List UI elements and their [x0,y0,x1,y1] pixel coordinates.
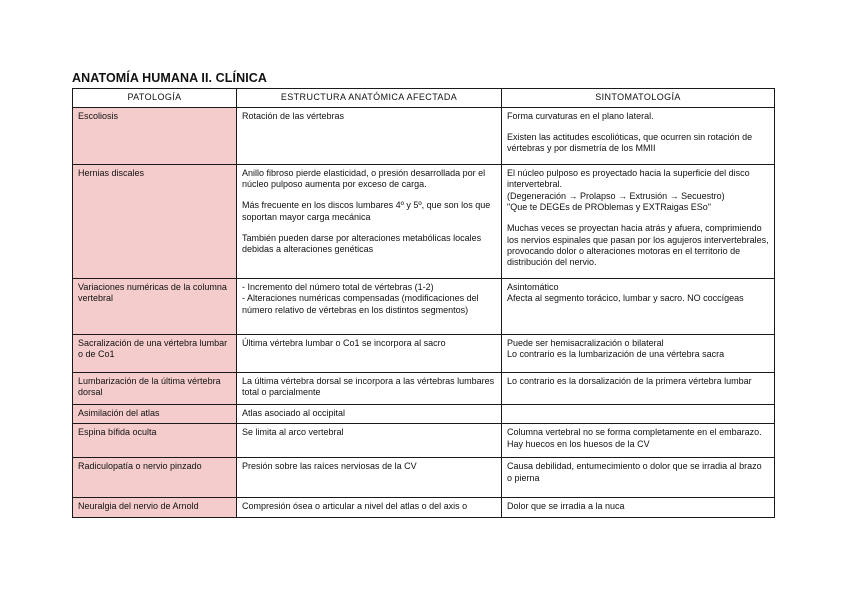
header-estructura: ESTRUCTURA ANATÓMICA AFECTADA [237,89,502,108]
estructura-paragraph: Anillo fibroso pierde elasticidad, o presión desarrollada por el núcleo pulposo aumenta por exceso de carga. [242,168,486,190]
table-row [73,335,775,373]
cell-estructura [237,165,502,279]
estructura-paragraph: Más frecuente en los discos lumbares 4º y 5º, que son los que soportan mayor carga mecánica [242,200,491,222]
cell-patologia: Hernias discales [73,165,237,279]
cell-estructura [237,279,502,335]
cell-sintomatologia [502,335,775,373]
cell-patologia: Espina bífida oculta [73,424,237,458]
cell-estructura [237,373,502,405]
sintomatologia-paragraph: El núcleo pulposo es proyectado hacia la superficie del disco intervertebral. (Degeneración → Prolapso → Extrusión → Secuestro) "Que te DEGEs de PROblemas y EXTRaigas ESo" [507,168,750,213]
cell-sintomatologia [502,108,775,165]
estructura-paragraph: Última vértebra lumbar o Co1 se incorpora al sacro [242,338,446,348]
cell-sintomatologia [502,458,775,498]
table-row [73,458,775,498]
cell-sintomatologia [502,424,775,458]
sintomatologia-paragraph: Causa debilidad, entumecimiento o dolor que se irradia al brazo o pierna [507,461,762,483]
sintomatologia-paragraph: Asintomático Afecta al segmento torácico, lumbar y sacro. NO coccígeas [507,282,744,304]
estructura-paragraph: Compresión ósea o articular a nivel del atlas o del axis o [242,501,468,512]
cell-patologia: Sacralización de una vértebra lumbar o de Co1 [73,335,237,373]
cell-sintomatologia [502,405,775,424]
estructura-paragraph: Se limita al arco vertebral [242,427,344,438]
sintomatologia-paragraph: Muchas veces se proyectan hacia atrás y afuera, comprimiendo los nervios espinales que pasan por los agujeros intervertebrales, provocando dolor o alteraciones motoras en el territorio de distribución del nervio. [507,223,769,268]
table-row [73,498,775,518]
cell-estructura [237,424,502,458]
estructura-paragraph: Atlas asociado al occipital [242,408,346,418]
table-row [73,165,775,279]
table-row [73,373,775,405]
table-header-row [73,89,775,108]
sintomatologia-paragraph: Puede ser hemisacralización o bilateral Lo contrario es la lumbarización de una vértebra sacra [507,338,725,360]
sintomatologia-paragraph: Columna vertebral no se forma completamente en el embarazo. Hay huecos en los huesos de la CV [507,427,762,449]
estructura-paragraph: También pueden darse por alteraciones metabólicas locales debidas a alteraciones genéticas [242,232,482,255]
estructura-paragraph: Rotación de las vértebras [242,111,345,121]
header-sintomatologia: SINTOMATOLOGÍA [502,89,775,108]
sintomatologia-paragraph: Existen las actitudes escolióticas, que ocurren sin rotación de vértebras y por dismetría de los MMII [507,131,753,154]
table-row [73,405,775,424]
cell-estructura [237,458,502,498]
cell-sintomatologia [502,373,775,405]
cell-estructura [237,498,502,518]
table-row [73,279,775,335]
cell-patologia: Radiculopatía o nervio pinzado [73,458,237,498]
cell-estructura [237,335,502,373]
estructura-paragraph: La última vértebra dorsal se incorpora a las vértebras lumbares total o parcialmente [242,376,495,398]
cell-sintomatologia [502,279,775,335]
cell-sintomatologia [502,165,775,279]
cell-estructura [237,405,502,424]
cell-patologia: Variaciones numéricas de la columna vertebral [73,279,237,335]
estructura-paragraph: - Incremento del número total de vértebras (1-2) - Alteraciones numéricas compensadas (modificaciones del número relativo de vértebras en los distintos segmentos) [242,282,479,315]
cell-sintomatologia [502,498,775,518]
cell-estructura [237,108,502,165]
header-patologia: PATOLOGÍA [73,89,237,108]
pathology-table [72,88,775,518]
cell-patologia: Lumbarización de la última vértebra dorsal [73,373,237,405]
sintomatologia-paragraph: Forma curvaturas en el plano lateral. [507,111,654,121]
table-row [73,424,775,458]
sintomatologia-paragraph: Dolor que se irradia a la nuca [507,501,625,512]
estructura-paragraph: Presión sobre las raíces nerviosas de la CV [242,461,417,472]
document-title: ANATOMÍA HUMANA II. CLÍNICA [72,71,268,85]
sintomatologia-paragraph: Lo contrario es la dorsalización de la primera vértebra lumbar [507,376,752,386]
cell-patologia: Escoliosis [73,108,237,165]
table-row [73,108,775,165]
cell-patologia: Neuralgia del nervio de Arnold [73,498,237,518]
cell-patologia: Asimilación del atlas [73,405,237,424]
